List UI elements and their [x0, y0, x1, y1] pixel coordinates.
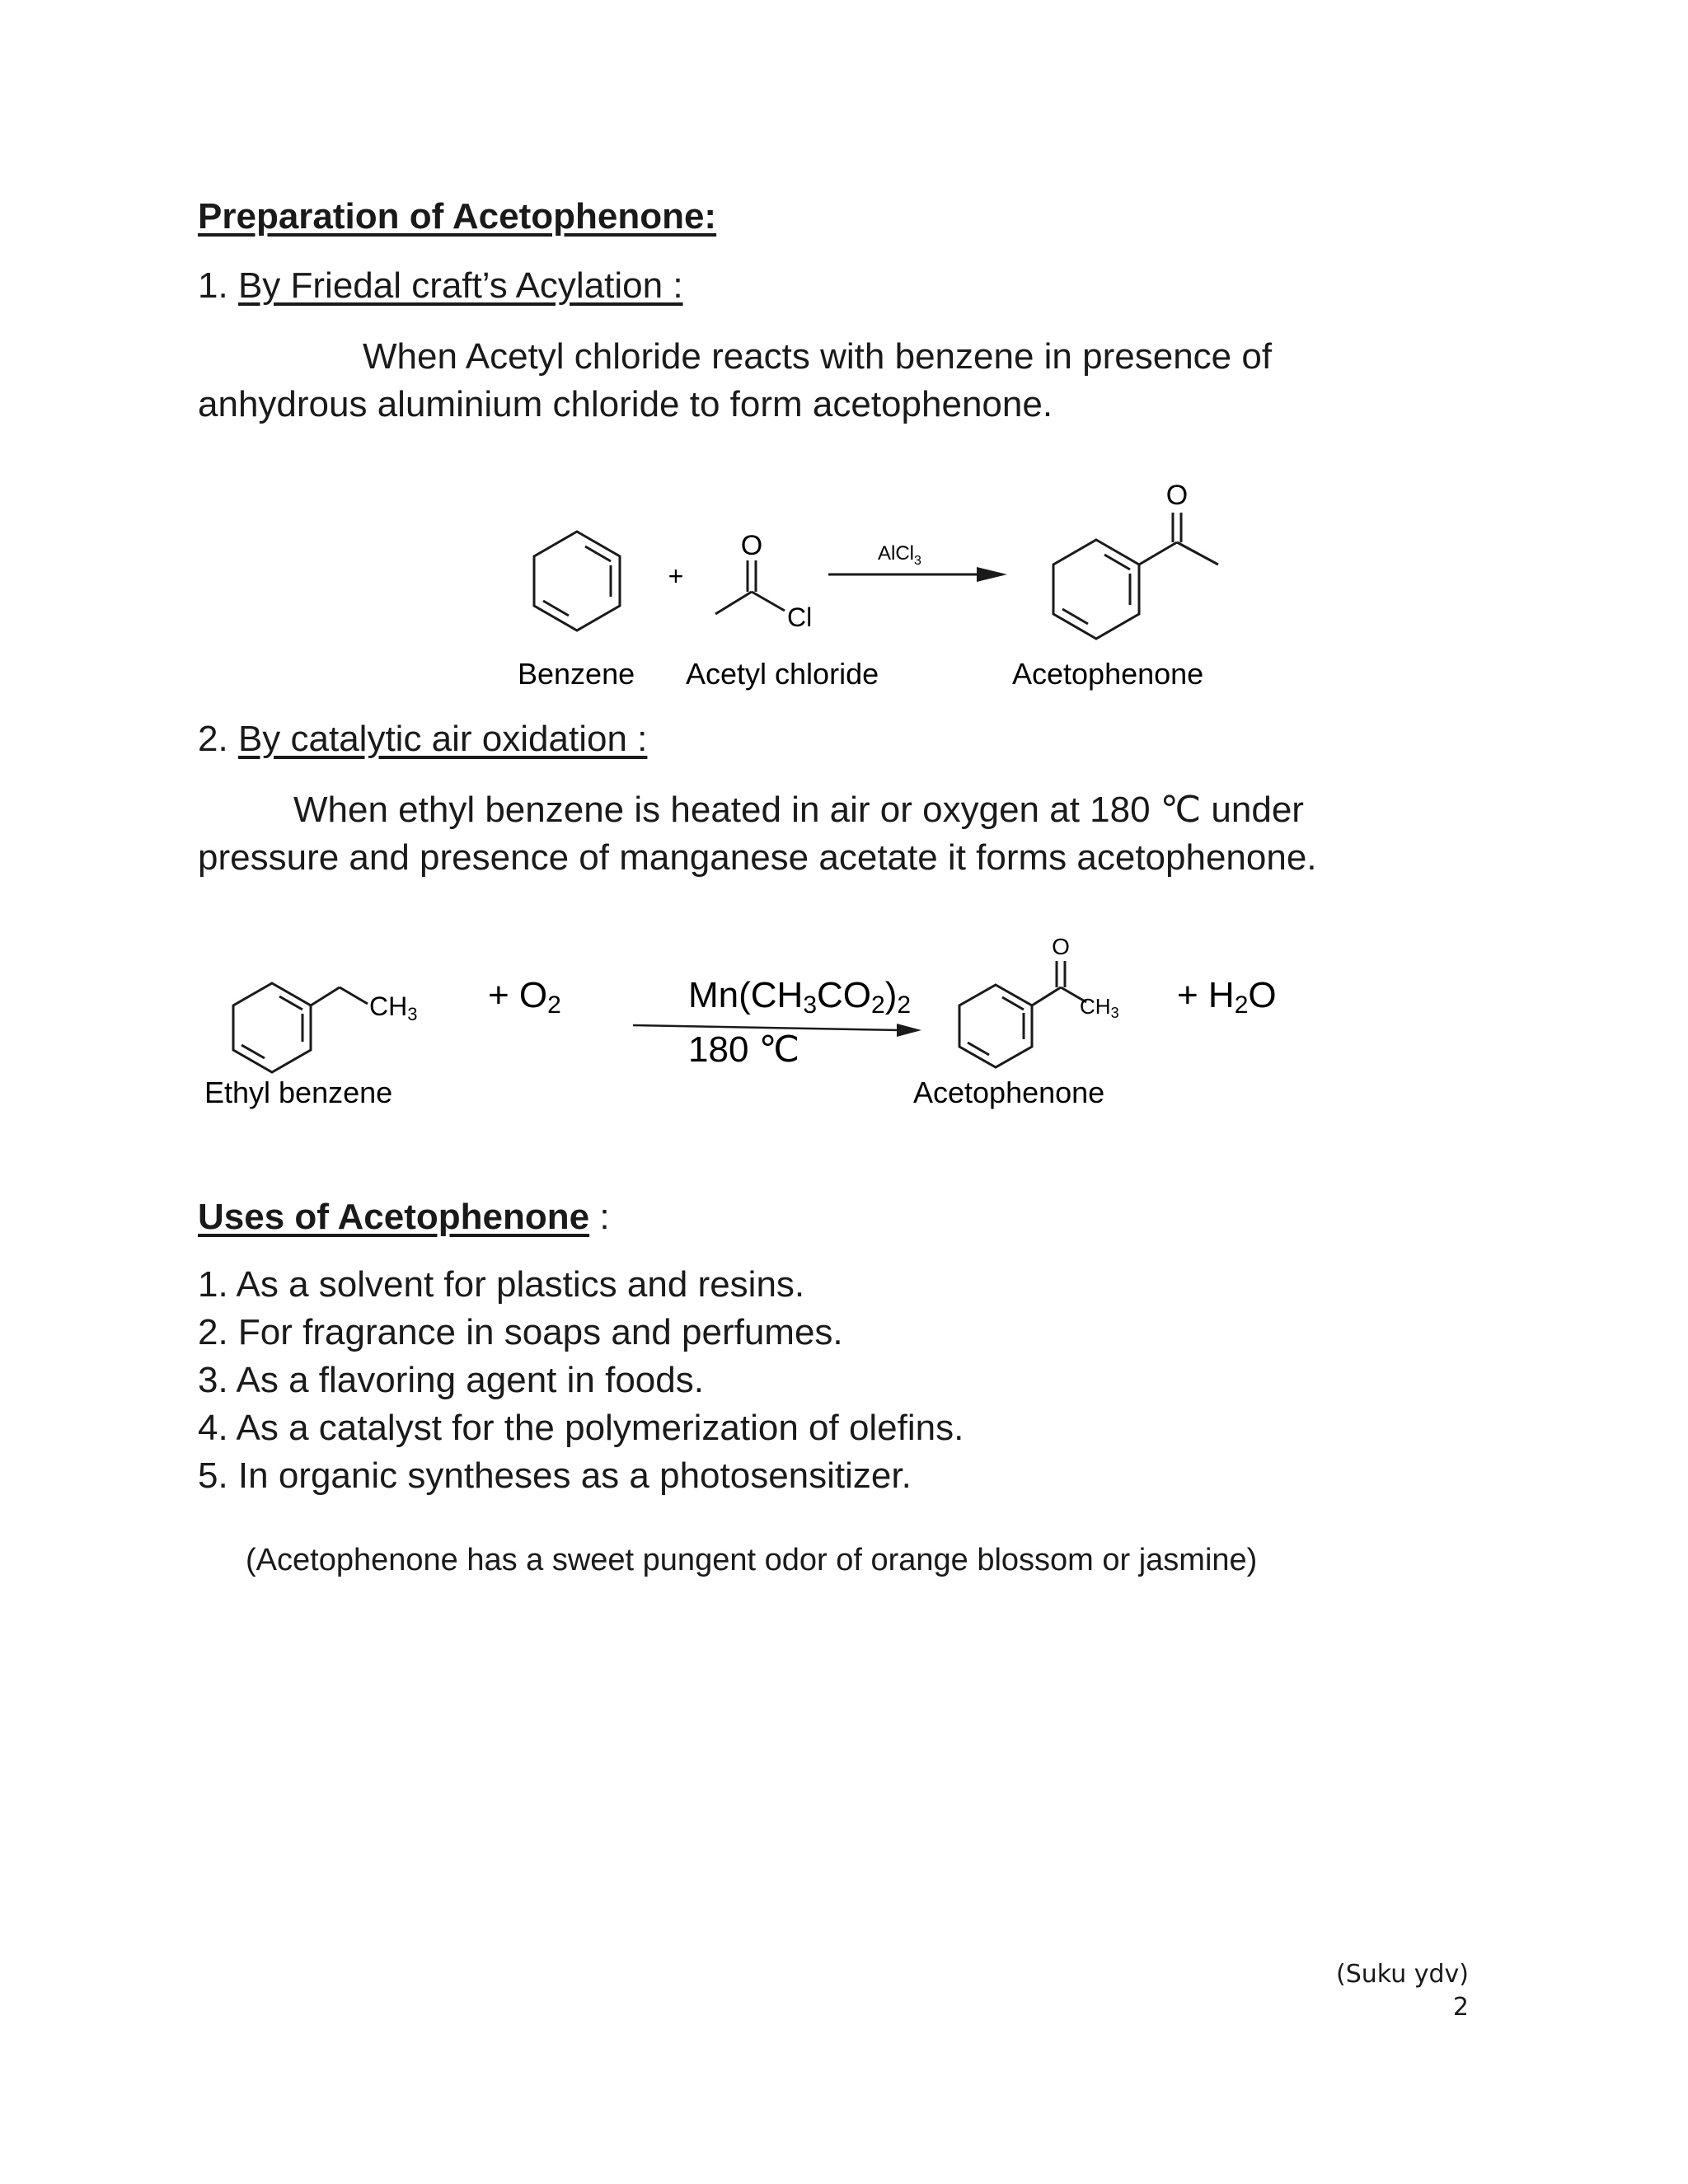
label-acetophenone-1: Acetophenone — [1012, 657, 1204, 691]
acetyl-chloride-structure — [715, 560, 785, 614]
method2-number: 2. — [198, 719, 228, 759]
plus-water: + H2O — [1177, 975, 1277, 1019]
method1-heading — [198, 265, 683, 307]
label-acetophenone-2: Acetophenone — [913, 1076, 1105, 1109]
acetophenone-oxygen-atom: O — [1165, 480, 1189, 511]
acetophenone-structure — [1053, 513, 1218, 639]
list-item: 4. As a catalyst for the polymerization of olefins. — [198, 1408, 964, 1448]
acetyl-chlorine-atom: Cl — [787, 602, 813, 632]
method1-paragraph-line2: anhydrous aluminium chloride to form acetophenone. — [198, 384, 1053, 424]
benzene-structure — [534, 532, 620, 630]
reaction-temperature: 180 ℃ — [688, 1029, 800, 1070]
product-ch3: CH3 — [1080, 994, 1119, 1021]
reaction1-arrow — [828, 567, 1007, 582]
list-item: 1. As a solvent for plastics and resins. — [198, 1264, 805, 1305]
method1-number: 1. — [198, 265, 228, 306]
footer — [1336, 1958, 1469, 2024]
footer-author: (Suku ydv) — [1335, 1960, 1469, 1989]
uses-title: Uses of Acetophenone — [198, 1197, 590, 1237]
catalyst-alcl3: AlCl$_3$ — [878, 542, 921, 568]
uses-heading — [198, 1197, 610, 1238]
page-number: 2 — [1452, 1993, 1469, 2022]
list-item: 2. For fragrance in soaps and perfumes. — [198, 1312, 843, 1352]
plus-o2: + O2 — [488, 975, 561, 1019]
air-oxidation-reaction-scheme — [190, 915, 1343, 1121]
method2-title: By catalytic air oxidation : — [237, 719, 648, 759]
method2-paragraph-line1: When ethyl benzene is heated in air or oxygen at 180 ℃ under — [293, 790, 1304, 830]
list-item: 5. In organic syntheses as a photosensitizer. — [198, 1455, 912, 1496]
product-oxygen-atom: O — [1052, 934, 1070, 959]
ethyl-ch3: CH3 — [369, 991, 418, 1024]
ethyl-benzene-structure — [233, 983, 368, 1072]
label-benzene: Benzene — [518, 657, 635, 691]
method1-title: By Friedal craft’s Acylation : — [237, 265, 683, 306]
acetyl-oxygen-atom: O — [740, 530, 763, 561]
label-acetyl-chloride: Acetyl chloride — [686, 657, 879, 691]
list-item: 3. As a flavoring agent in foods. — [198, 1360, 704, 1400]
uses-title-suffix: : — [589, 1197, 610, 1237]
reaction1-plus: + — [668, 561, 684, 591]
method1-paragraph-line1: When Acetyl chloride reacts with benzene in presence of — [363, 336, 1273, 377]
uses-note: (Acetophenone has a sweet pungent odor of orange blossom or jasmine) — [246, 1543, 1258, 1577]
uses-list — [198, 1261, 964, 1500]
acetophenone-product-structure — [959, 961, 1086, 1067]
catalyst-manganese-acetate: Mn(CH3CO2)2 — [688, 975, 912, 1019]
method2-paragraph-line2: pressure and presence of manganese acetate it forms acetophenone. — [198, 837, 1317, 878]
section-title-preparation: Preparation of Acetophenone: — [198, 196, 717, 237]
method2-heading — [198, 719, 647, 760]
friedel-crafts-reaction-scheme — [495, 470, 1253, 709]
label-ethyl-benzene: Ethyl benzene — [204, 1076, 393, 1109]
